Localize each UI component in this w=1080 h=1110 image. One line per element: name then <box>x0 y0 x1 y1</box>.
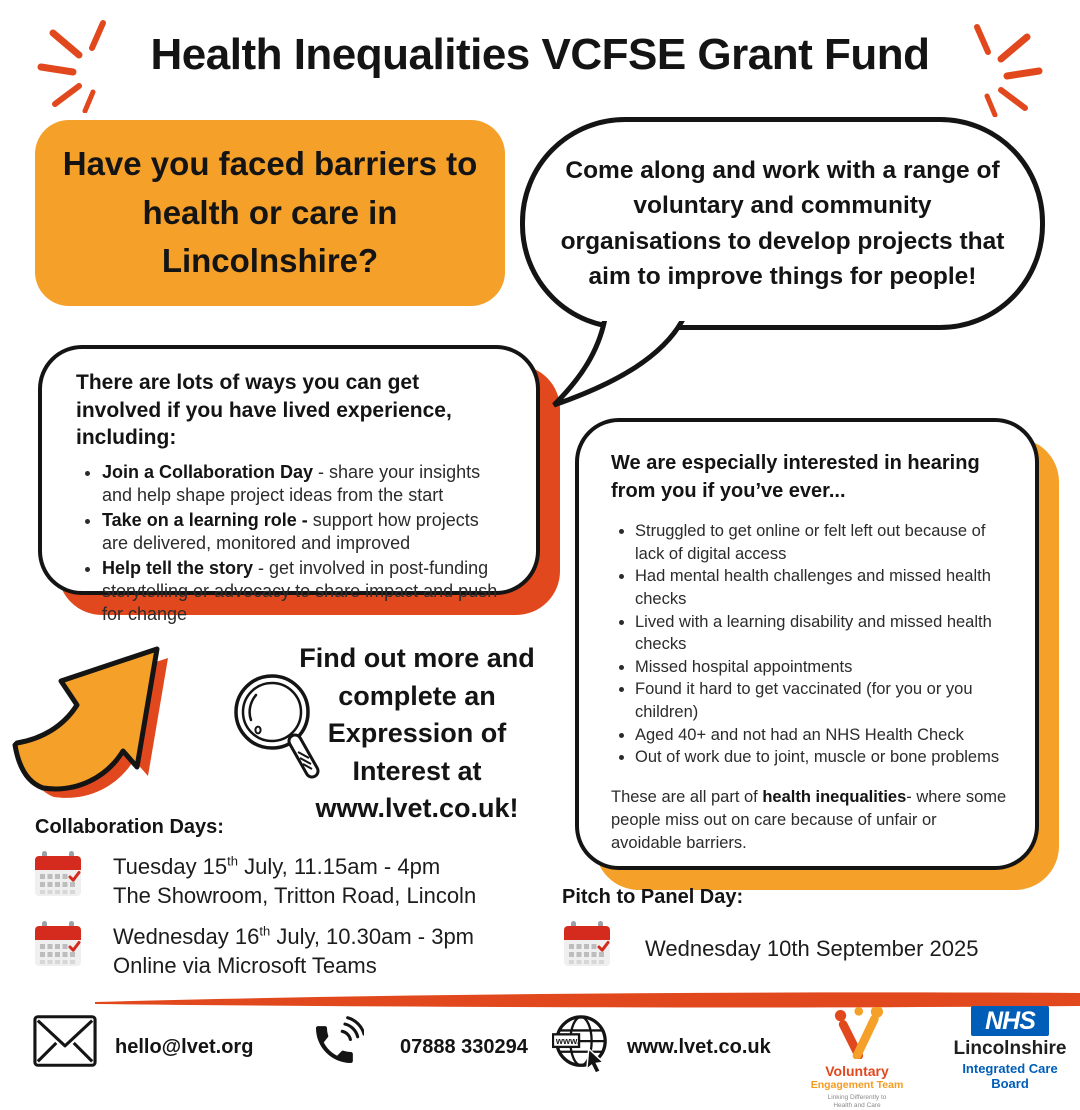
question-text: Have you faced barriers to health or care in Lincolnshire? <box>53 140 487 286</box>
list-item: • Help tell the story - get involved in post-funding storytelling or advocacy to share impact and push for change <box>102 557 506 626</box>
collab-event-1 <box>113 852 476 911</box>
phone-text: 07888 330294 <box>400 1036 528 1059</box>
speech-bubble-text: Come along and work with a range of voluntary and community organisations to develop projects that aim to improve things for people! <box>525 153 1040 294</box>
calendar-icon <box>33 920 83 970</box>
ways-heading: There are lots of ways you can get involved if you have lived experience, including: <box>76 369 506 452</box>
event-date: Tuesday 15th July, 11.15am - 4pm <box>113 852 476 881</box>
list-item: • Lived with a learning disability and missed health checks <box>635 611 1007 656</box>
ways-to-get-involved-box <box>38 345 540 595</box>
list-item: • Out of work due to joint, muscle or bone problems <box>635 746 1007 769</box>
nhs-logo-box: NHS <box>971 1006 1049 1036</box>
phone-icon <box>306 1016 364 1072</box>
website-globe-icon <box>552 1014 610 1074</box>
vet-logo-line2: Engagement Team <box>795 1080 919 1091</box>
closing-paragraph: These are all part of health inequalities- where some people miss out on care because of unfair or avoidable barriers. <box>611 786 1007 855</box>
nhs-region: Lincolnshire <box>952 1038 1068 1060</box>
nhs-org: Integrated Care Board <box>952 1061 1068 1091</box>
list-item: • Join a Collaboration Day - share your insights and help shape project ideas from the start <box>102 461 506 507</box>
interested-list <box>611 520 1007 769</box>
website-text: www.lvet.co.uk <box>627 1036 771 1059</box>
voluntary-engagement-team-logo <box>795 1007 919 1110</box>
vet-logo-line1: Voluntary <box>795 1064 919 1078</box>
list-item: • Found it hard to get vaccinated (for you or you children) <box>635 678 1007 723</box>
especially-interested-box <box>575 418 1039 870</box>
list-item: • Struggled to get online or felt left out because of lack of digital access <box>635 520 1007 565</box>
event-location: The Showroom, Tritton Road, Lincoln <box>113 881 476 910</box>
vet-logo-mark <box>821 1007 893 1059</box>
calendar-icon <box>562 920 612 970</box>
speech-bubble <box>520 117 1045 330</box>
curved-arrow-icon <box>5 633 175 813</box>
ways-list <box>76 461 506 626</box>
calendar-icon <box>33 850 83 900</box>
list-item: • Aged 40+ and not had an NHS Health Check <box>635 724 1007 747</box>
collaboration-days-heading: Collaboration Days: <box>35 816 224 839</box>
collab-event-2 <box>113 922 474 981</box>
question-box <box>35 120 505 306</box>
find-out-more-text: Find out more and complete an Expression of Interest at www.lvet.co.uk! <box>288 640 546 828</box>
email-icon <box>33 1014 97 1068</box>
nhs-lincolnshire-logo <box>952 1006 1068 1091</box>
panel-date: Wednesday 10th September 2025 <box>645 934 979 963</box>
svg-text:www.: www. <box>555 1036 580 1046</box>
speech-bubble-tail <box>548 321 738 413</box>
page-title: Health Inequalities VCFSE Grant Fund <box>0 30 1080 80</box>
list-item: • Take on a learning role - support how projects are delivered, monitored and improved <box>102 509 506 555</box>
interested-heading: We are especially interested in hearing from you if you’ve ever... <box>611 450 1007 505</box>
email-text: hello@lvet.org <box>115 1036 253 1059</box>
vet-logo-tagline: Linking Differently to Health and Care <box>795 1094 919 1110</box>
list-item: • Missed hospital appointments <box>635 656 1007 679</box>
event-date: Wednesday 16th July, 10.30am - 3pm <box>113 922 474 951</box>
event-location: Online via Microsoft Teams <box>113 951 474 980</box>
pitch-to-panel-heading: Pitch to Panel Day: <box>562 886 743 909</box>
list-item: • Had mental health challenges and missed health checks <box>635 565 1007 610</box>
